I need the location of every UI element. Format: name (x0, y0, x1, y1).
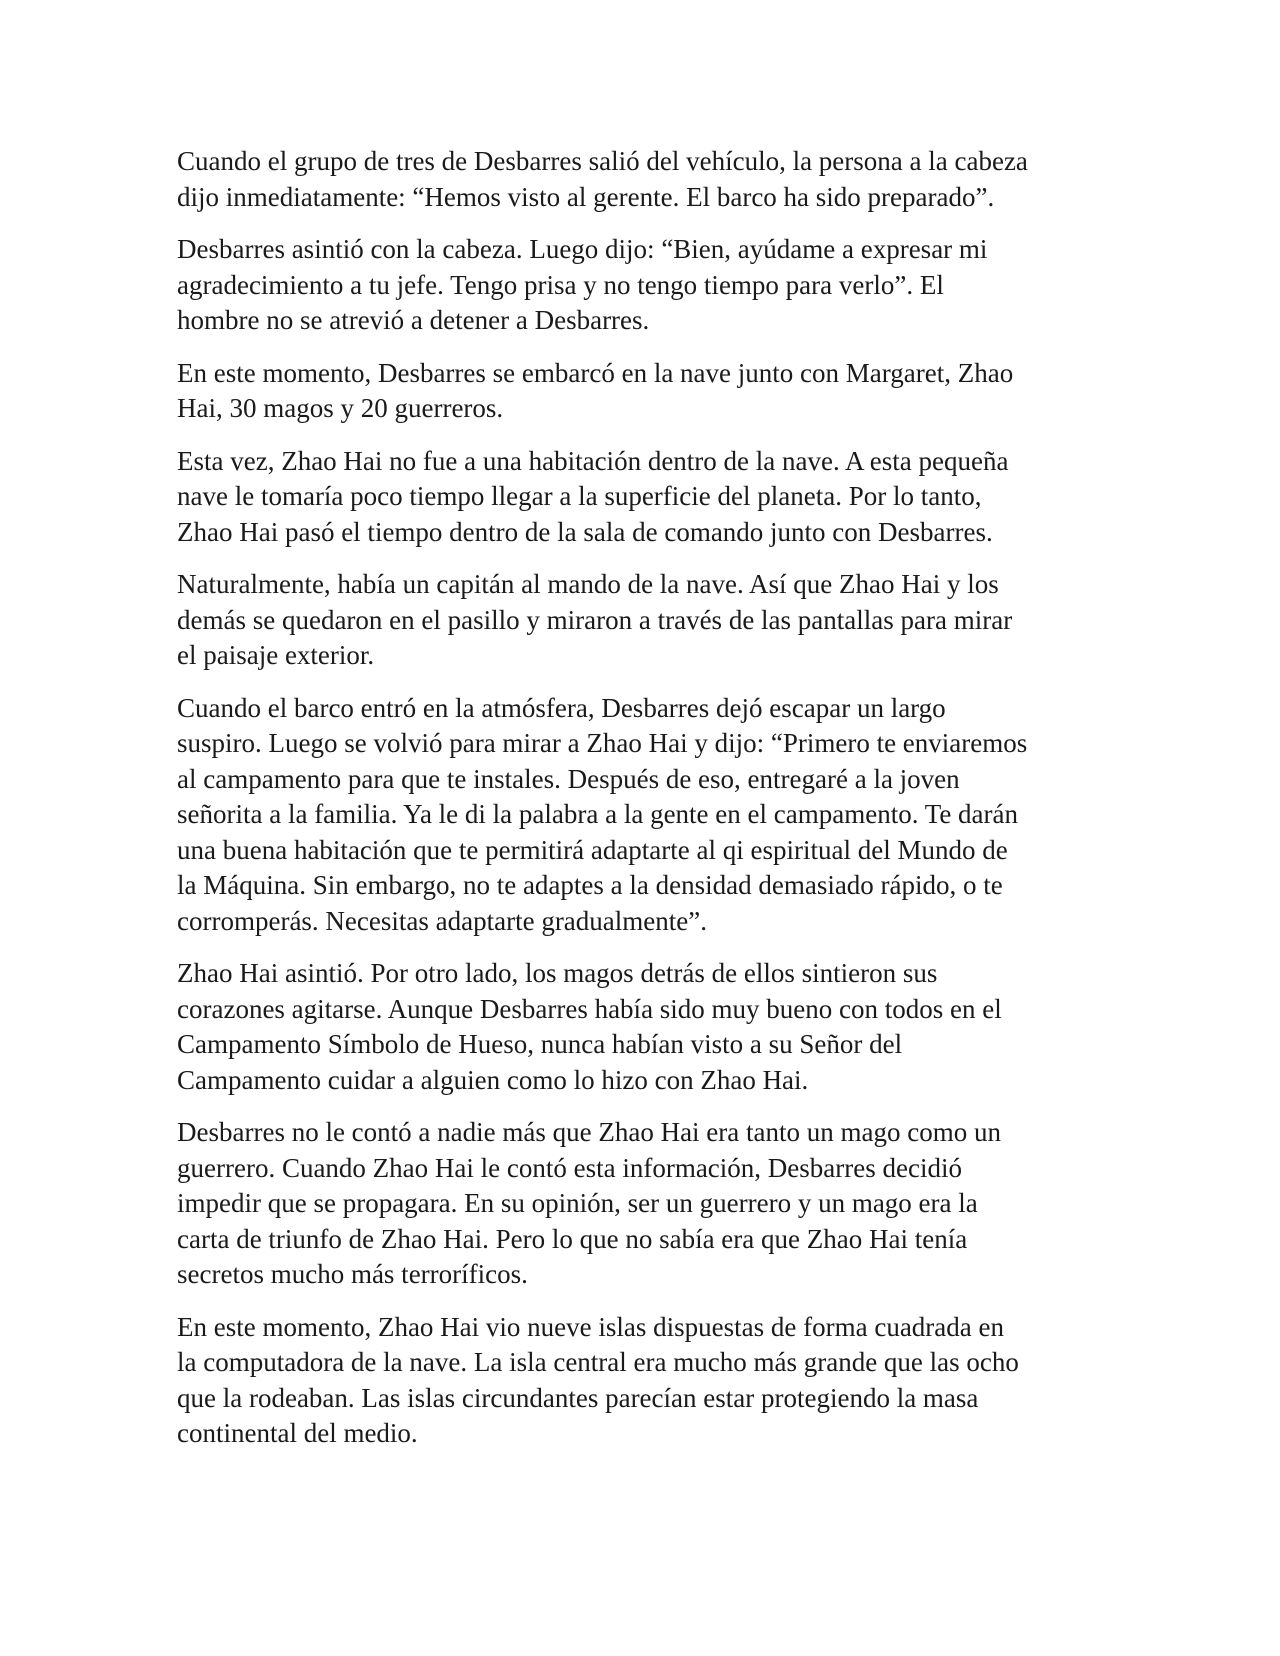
text-line: señorita a la familia. Ya le di la palabra a la gente en el campamento. Te darán (177, 799, 1019, 829)
document-page (177, 144, 1107, 1469)
text-line: En este momento, Desbarres se embarcó en la nave junto con Margaret, Zhao (177, 357, 1014, 388)
text-line: dijo inmediatamente: “Hemos visto al gerente. El barco ha sido preparado”. (177, 181, 995, 212)
paragraph (177, 1115, 1107, 1293)
text-line: secretos mucho más terroríficos. (177, 1259, 528, 1289)
text-line: En este momento, Zhao Hai vio nueve islas dispuestas de forma cuadrada en (177, 1311, 1004, 1342)
text-line: la computadora de la nave. La isla central era mucho más grande que las ocho (177, 1347, 1019, 1377)
text-line: corazones agitarse. Aunque Desbarres había sido muy bueno con todos en el (177, 993, 1002, 1024)
text-line: Zhao Hai asintió. Por otro lado, los magos detrás de ellos sintieron sus (177, 958, 938, 988)
text-line: Campamento cuidar a alguien como lo hizo con Zhao Hai. (177, 1064, 809, 1095)
paragraph (177, 691, 1107, 940)
paragraph (177, 956, 1107, 1098)
text-line: demás se quedaron en el pasillo y miraron a través de las pantallas para mirar (177, 604, 1013, 635)
text-line: suspiro. Luego se volvió para mirar a Zhao Hai y dijo: “Primero te enviaremos (177, 728, 1028, 758)
text-line: carta de triunfo de Zhao Hai. Pero lo que no sabía era que Zhao Hai tenía (177, 1223, 968, 1254)
text-line: guerrero. Cuando Zhao Hai le contó esta información, Desbarres decidió (177, 1152, 962, 1183)
text-line: al campamento para que te instales. Después de eso, entregaré a la joven (177, 763, 960, 794)
text-line: la Máquina. Sin embargo, no te adaptes a la densidad demasiado rápido, o te (177, 870, 1003, 900)
text-line: el paisaje exterior. (177, 640, 375, 670)
paragraph (177, 444, 1107, 551)
text-line: Cuando el grupo de tres de Desbarres salió del vehículo, la persona a la cabeza (177, 146, 1028, 176)
text-line: impedir que se propagara. En su opinión, ser un guerrero y un mago era la (177, 1188, 978, 1218)
text-line: una buena habitación que te permitirá adaptarte al qi espiritual del Mundo de (177, 834, 1008, 865)
paragraph (177, 144, 1107, 215)
paragraph (177, 356, 1107, 427)
text-line: Esta vez, Zhao Hai no fue a una habitación dentro de la nave. A esta pequeña (177, 445, 1009, 476)
text-line: Zhao Hai pasó el tiempo dentro de la sala de comando junto con Desbarres. (177, 516, 993, 547)
text-line: Cuando el barco entró en la atmósfera, Desbarres dejó escapar un largo (177, 692, 946, 723)
text-line: Naturalmente, había un capitán al mando de la nave. Así que Zhao Hai y los (177, 569, 999, 599)
text-line: que la rodeaban. Las islas circundantes parecían estar protegiendo la masa (177, 1382, 979, 1413)
paragraph (177, 1310, 1107, 1452)
paragraph (177, 567, 1107, 674)
text-line: Hai, 30 magos y 20 guerreros. (177, 393, 504, 423)
text-line: continental del medio. (177, 1418, 418, 1448)
paragraph (177, 232, 1107, 339)
text-line: nave le tomaría poco tiempo llegar a la superficie del planeta. Por lo tanto, (177, 481, 982, 511)
text-line: Desbarres asintió con la cabeza. Luego dijo: “Bien, ayúdame a expresar mi (177, 234, 988, 264)
text-line: agradecimiento a tu jefe. Tengo prisa y no tengo tiempo para verlo”. El (177, 269, 944, 300)
text-line: Desbarres no le contó a nadie más que Zhao Hai era tanto un mago como un (177, 1117, 1001, 1147)
text-line: hombre no se atrevió a detener a Desbarres. (177, 305, 650, 335)
text-line: Campamento Símbolo de Hueso, nunca habían visto a su Señor del (177, 1029, 903, 1059)
text-line: corromperás. Necesitas adaptarte gradualmente”. (177, 905, 707, 936)
